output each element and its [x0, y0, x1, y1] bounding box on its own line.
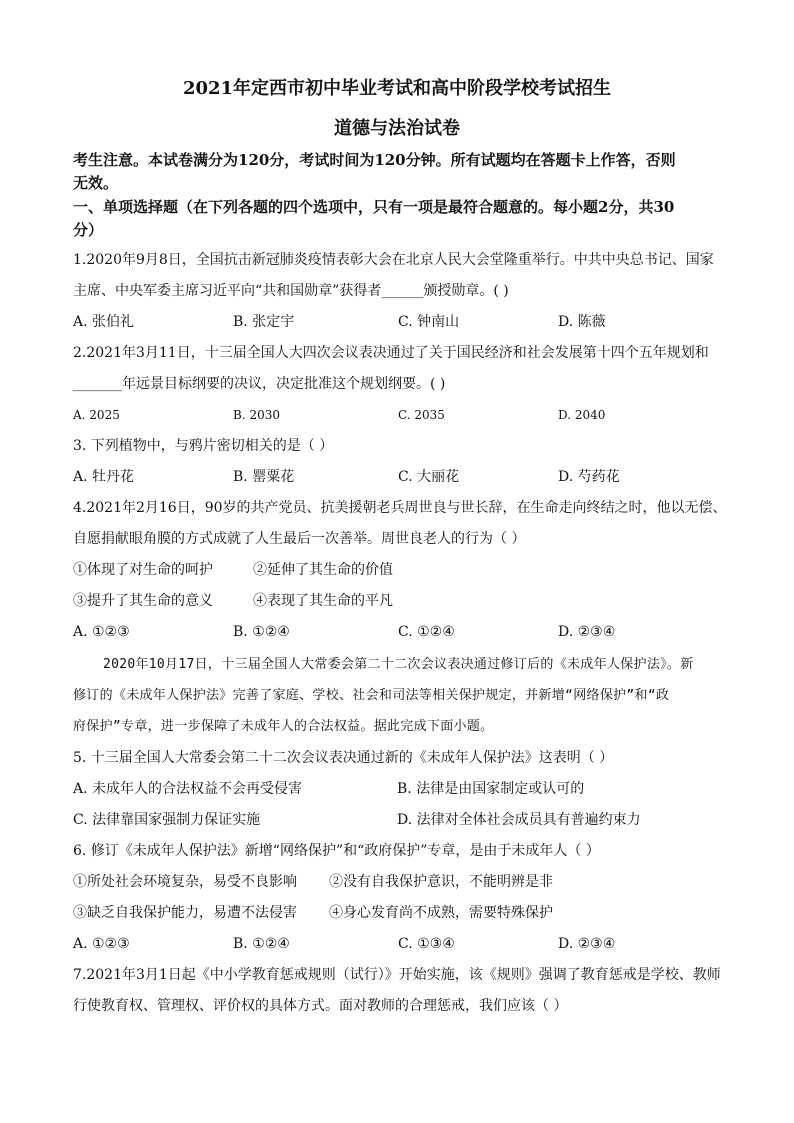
- question-4-option-c: C. ①②④: [398, 624, 455, 640]
- material-line-2: 修订的《未成年人保护法》完善了家庭、学校、社会和司法等相关保护规定，并新增“网络保护”和“政: [73, 688, 670, 703]
- question-2-line-1: 2.2021年3月11日，十三届全国人大四次会议表决通过了关于国民经济和社会发展第十四个五年规划和: [73, 345, 709, 361]
- question-3-option-c: C. 大丽花: [398, 469, 460, 485]
- section-heading-line-1: 一、单项选择题（在下列各题的四个选项中，只有一项是最符合题意的。每小题2分，共30: [73, 198, 675, 216]
- question-3-option-b: B. 罂粟花: [233, 469, 295, 485]
- section-heading-line-2: 分）: [73, 221, 104, 239]
- question-4-option-b: B. ①②④: [233, 624, 290, 640]
- question-6-line-1: 6. 修订《未成年人保护法》新增“网络保护”和“政府保护”专章，是由于未成年人（ ）: [73, 843, 600, 859]
- question-6-option-b: B. ①②④: [233, 936, 290, 952]
- exam-subtitle: 道德与法治试卷: [334, 118, 460, 139]
- question-1-option-b: B. 张定宇: [233, 314, 295, 330]
- question-4-statement-3: ③提升了其生命的意义: [73, 593, 213, 609]
- question-5-option-a: A. 未成年人的合法权益不会再受侵害: [73, 781, 303, 797]
- question-4-option-a: A. ①②③: [73, 624, 130, 640]
- question-6-option-a: A. ①②③: [73, 936, 130, 952]
- question-5-option-b: B. 法律是由国家制定或认可的: [397, 781, 585, 797]
- question-6-option-c: C. ①③④: [398, 936, 455, 952]
- notice-line-1: 考生注意。本试卷满分为120分，考试时间为120分钟。所有试题均在答题卡上作答，否则: [73, 151, 676, 169]
- question-6-statement-4: ④身心发育尚不成熟，需要特殊保护: [329, 905, 553, 921]
- question-4-line-2: 自愿捐献眼角膜的方式成就了人生最后一次善举。周世良老人的行为（ ）: [73, 531, 526, 547]
- question-4-statement-4: ④表现了其生命的平凡: [253, 593, 393, 609]
- question-7-line-1: 7.2021年3月1日起《中小学教育惩戒规则（试行）》开始实施，该《规则》强调了教育惩戒是学校、教师: [73, 967, 721, 983]
- question-2-option-a: A. 2025: [73, 408, 120, 422]
- question-7-line-2: 行使教育权、管理权、评价权的具体方式。面对教师的合理惩戒，我们应该（ ）: [73, 998, 568, 1014]
- question-1-line-1: 1.2020年9月8日，全国抗击新冠肺炎疫情表彰大会在北京人民大会堂隆重举行。中共中央总书记、国家: [73, 252, 714, 268]
- question-2-option-d: D. 2040: [558, 408, 606, 422]
- question-4-line-1: 4.2021年2月16日，90岁的共产党员、抗美援朝老兵周世良与世长辞，在生命走向终结之时，他以无偿、: [73, 500, 727, 516]
- question-6-option-d: D. ②③④: [558, 936, 616, 952]
- notice-line-2: 无效。: [73, 174, 119, 192]
- exam-title: 2021年定西市初中毕业考试和高中阶段学校考试招生: [182, 78, 612, 99]
- question-4-statement-1: ①体现了对生命的呵护: [73, 562, 213, 578]
- question-1-option-d: D. 陈薇: [558, 314, 606, 330]
- question-5-line-1: 5. 十三届全国人大常委会第二十二次会议表决通过新的《未成年人保护法》这表明（ ）: [73, 750, 614, 766]
- question-1-option-a: A. 张伯礼: [73, 314, 135, 330]
- question-2-line-2: _______年远景目标纲要的决议，决定批准这个规划纲要。( ): [73, 376, 446, 392]
- question-6-statement-3: ③缺乏自我保护能力，易遭不法侵害: [73, 905, 297, 921]
- question-3-line-1: 3. 下列植物中，与鸦片密切相关的是（ ）: [73, 438, 334, 454]
- question-6-statement-1: ①所处社会环境复杂，易受不良影响: [73, 874, 297, 890]
- question-1-line-2: 主席、中央军委主席习近平向“共和国勋章”获得者______颁授勋章。( ): [73, 283, 509, 299]
- question-2-option-c: C. 2035: [398, 408, 445, 422]
- question-3-option-d: D. 芍药花: [558, 469, 620, 485]
- question-1-option-c: C. 钟南山: [398, 314, 460, 330]
- question-5-option-d: D. 法律对全体社会成员具有普遍约束力: [397, 812, 641, 828]
- question-3-option-a: A. 牡丹花: [73, 469, 135, 485]
- question-5-option-c: C. 法律靠国家强制力保证实施: [73, 812, 261, 828]
- material-line-1: 2020年10月17日，十三届全国人大常委会第二十二次会议表决通过修订后的《未成年人保护法》。新: [103, 657, 694, 672]
- question-4-statement-2: ②延伸了其生命的价值: [253, 562, 393, 578]
- question-6-statement-2: ②没有自我保护意识，不能明辨是非: [329, 874, 553, 890]
- question-2-option-b: B. 2030: [233, 408, 280, 422]
- material-line-3: 府保护”专章，进一步保障了未成年人的合法权益。据此完成下面小题。: [73, 719, 494, 734]
- question-4-option-d: D. ②③④: [558, 624, 616, 640]
